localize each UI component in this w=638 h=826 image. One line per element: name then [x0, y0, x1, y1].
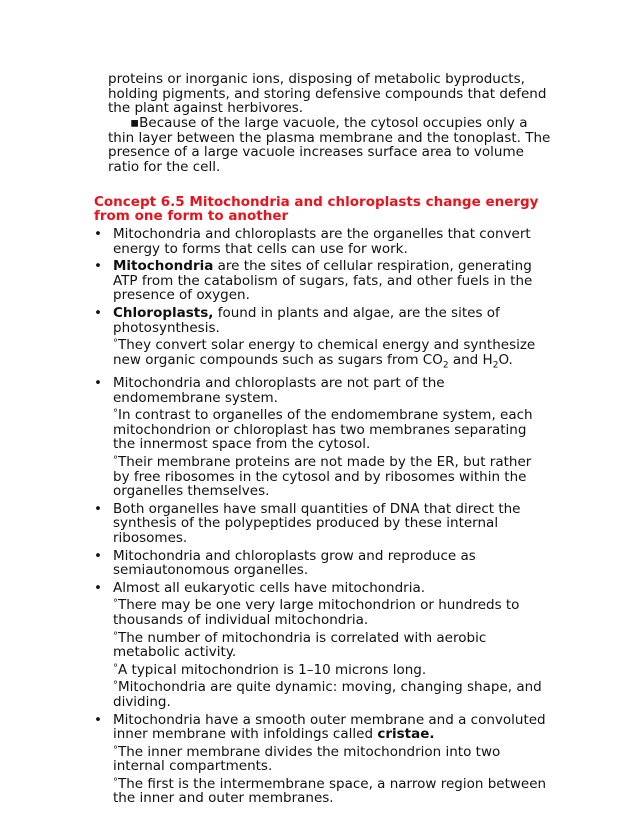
- item-text: Both organelles have small quantities of DNA that direct the synthesis of the polypeptides produced by these internal ribosomes.: [113, 500, 521, 546]
- item-text: Mitochondria and chloroplasts are the organelles that convert energy to forms that cells can use for work.: [113, 226, 531, 257]
- item-text: found in plants and algae, are the sites of photosynthesis.: [113, 304, 500, 336]
- list-item: [94, 713, 549, 807]
- sub-text: The number of mitochondria is correlated with aerobic metabolic activity.: [113, 629, 487, 661]
- sub-text: There may be one very large mitochondrion or hundreds to thousands of individual mitochondria.: [113, 597, 520, 628]
- item-term: Mitochondria: [113, 258, 214, 275]
- list-item: [94, 549, 549, 578]
- vacuole-text: Because of the large vacuole, the cytosol occupies only a: [139, 115, 528, 131]
- bullet-icon: •: [94, 500, 102, 517]
- degree-marker-icon: °: [113, 338, 118, 350]
- intro-paragraph: [108, 72, 548, 116]
- sub-text: They convert solar energy to chemical energy and synthesize new organic compounds such as sugars from CO: [113, 337, 536, 368]
- vacuole-line: ratio for the cell.: [108, 158, 221, 175]
- subscript: 2: [442, 360, 449, 371]
- degree-marker-icon: °: [113, 776, 118, 788]
- degree-marker-icon: °: [113, 680, 118, 692]
- list-item: [94, 227, 549, 256]
- item-text: Mitochondria and chloroplasts are not part of the endomembrane system.: [113, 375, 445, 406]
- sub-item: [113, 776, 549, 806]
- sub-item: [113, 337, 549, 373]
- degree-marker-icon: °: [113, 455, 118, 466]
- vacuole-line: presence of a large vacuole increases surface area to volume: [108, 144, 524, 161]
- item-text: Mitochondria and chloroplasts grow and reproduce as semiautonomous organelles.: [113, 547, 476, 579]
- vacuole-line: [108, 116, 558, 131]
- concept-heading: Concept 6.5 Mitochondria and chloroplasts change energy from one form to another: [94, 194, 539, 224]
- sub-item: [113, 407, 549, 452]
- bullet-icon: •: [94, 711, 102, 728]
- bullet-icon: •: [94, 258, 102, 275]
- bullet-icon: •: [94, 579, 102, 596]
- bullet-icon: •: [94, 226, 102, 242]
- list-item: [94, 376, 549, 499]
- item-term: Chloroplasts,: [113, 304, 214, 321]
- sub-item: [113, 454, 549, 499]
- list-item: [94, 306, 549, 373]
- intro-line: proteins or inorganic ions, disposing of metabolic byproducts,: [108, 71, 525, 87]
- sub-item: [113, 744, 549, 774]
- list-item: [94, 502, 549, 546]
- sub-item: [113, 630, 549, 660]
- sub-item: [113, 597, 549, 627]
- intro-line: the plant against herbivores.: [108, 100, 304, 117]
- sub-item: [113, 679, 549, 709]
- sub-text: Their membrane proteins are not made by the ER, but rather by free ribosomes in the cytosol and by ribosomes within the organelles themselves.: [113, 454, 532, 500]
- sub-text: The inner membrane divides the mitochondrion into two internal compartments.: [113, 743, 501, 775]
- sub-text: In contrast to organelles of the endomembrane system, each mitochondrion or chloroplast has two membranes separating the innermost space from the cytosol.: [113, 407, 533, 453]
- bullet-icon: •: [94, 304, 102, 321]
- degree-marker-icon: °: [113, 598, 118, 610]
- sub-text: Mitochondria are quite dynamic: moving, changing shape, and dividing.: [113, 679, 542, 710]
- intro-line: holding pigments, and storing defensive compounds that defend: [108, 85, 547, 102]
- square-bullet-icon: ▪: [130, 115, 140, 131]
- item-term: cristae.: [377, 726, 435, 743]
- bullet-icon: •: [94, 375, 102, 392]
- subscript: 2: [492, 360, 499, 371]
- item-text: Almost all eukaryotic cells have mitochondria.: [113, 579, 426, 596]
- degree-marker-icon: °: [113, 662, 118, 674]
- bullet-icon: •: [94, 547, 102, 564]
- sub-text: A typical mitochondrion is 1–10 microns long.: [118, 661, 427, 678]
- vacuole-line: thin layer between the plasma membrane and the tonoplast. The: [108, 129, 551, 146]
- sub-item: [113, 662, 549, 678]
- item-text: Mitochondria have a smooth outer membrane and a convoluted inner membrane with infoldings called: [113, 711, 546, 743]
- degree-marker-icon: °: [113, 744, 118, 756]
- bullet-list: [94, 227, 549, 809]
- sub-text: O.: [498, 351, 513, 368]
- vacuole-paragraph: [108, 116, 558, 174]
- degree-marker-icon: °: [113, 408, 118, 420]
- sub-text: and H: [448, 351, 493, 368]
- degree-marker-icon: °: [113, 630, 118, 642]
- item-text: are the sites of cellular respiration, generating ATP from the catabolism of sugars, fats, and other fuels in the presence of oxygen.: [113, 258, 533, 304]
- list-item: [94, 581, 549, 710]
- sub-text: The first is the intermembrane space, a narrow region between the inner and outer membranes.: [113, 775, 547, 807]
- list-item: [94, 259, 549, 303]
